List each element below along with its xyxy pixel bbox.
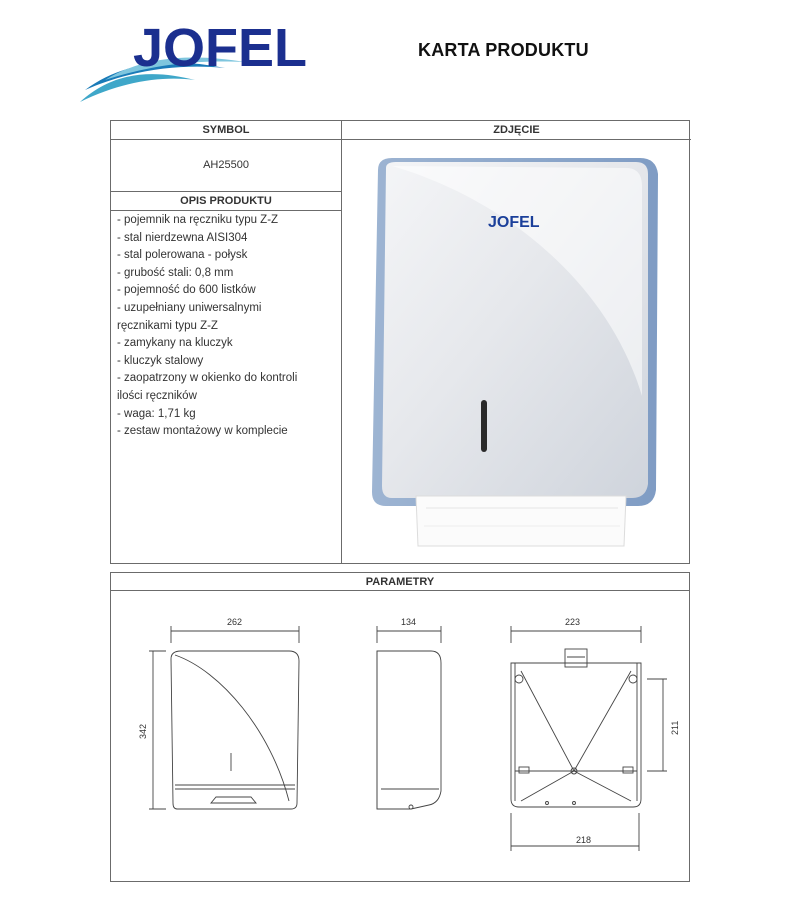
- description-header: OPIS PRODUKTU: [180, 195, 272, 207]
- side-view: [377, 626, 441, 809]
- front-view: [149, 626, 299, 809]
- parameters-header: PARAMETRY: [365, 576, 435, 588]
- symbol-value: AH25500: [203, 159, 249, 171]
- description-header-divider: [111, 210, 341, 211]
- photo-header: ZDJĘCIE: [493, 124, 540, 136]
- symbol-header: SYMBOL: [202, 124, 250, 136]
- description-item: - pojemnik na ręczniku typu Z-Z: [117, 214, 279, 226]
- product-photo: [356, 156, 676, 566]
- description-item: ręcznikami typu Z-Z: [117, 319, 218, 332]
- parameters-table: [110, 572, 690, 882]
- description-item: - stal polerowana - połysk: [117, 249, 248, 262]
- description-item: - stal nierdzewna AISI304: [117, 231, 248, 244]
- dim-front-height: 342: [138, 723, 148, 739]
- description-item: - pojemność do 600 listków: [117, 284, 256, 297]
- description-item: - zestaw montażowy w komplecie: [117, 425, 288, 438]
- technical-drawings: [111, 591, 689, 881]
- dim-back-top-width: 223: [565, 617, 581, 627]
- dim-front-width: 262: [227, 617, 243, 627]
- description-item: - uzupełniany uniwersalnymi: [117, 301, 262, 314]
- description-item: - grubość stali: 0,8 mm: [117, 266, 234, 279]
- page-title: KARTA PRODUKTU: [418, 40, 589, 60]
- description-list: [117, 212, 339, 441]
- description-item: - zaopatrzony w okienko do kontroli: [117, 372, 298, 385]
- description-item: - kluczyk stalowy: [117, 354, 204, 367]
- dim-side-depth: 134: [401, 617, 417, 627]
- symbol-divider: [111, 191, 341, 192]
- description-item: - waga: 1,71 kg: [117, 407, 196, 420]
- jofel-logo: [75, 10, 325, 110]
- svg-text:JOFEL: JOFEL: [133, 18, 308, 78]
- back-view: [511, 626, 667, 851]
- dim-back-bottom-width: 218: [576, 835, 592, 845]
- column-divider: [341, 121, 342, 563]
- header-divider: [111, 139, 691, 140]
- product-table: [110, 120, 690, 564]
- photo-logo: JOFEL: [488, 214, 540, 231]
- dim-back-hole-height: 211: [670, 720, 680, 735]
- description-item: - zamykany na kluczyk: [117, 337, 233, 350]
- description-item: ilości ręczników: [117, 389, 197, 402]
